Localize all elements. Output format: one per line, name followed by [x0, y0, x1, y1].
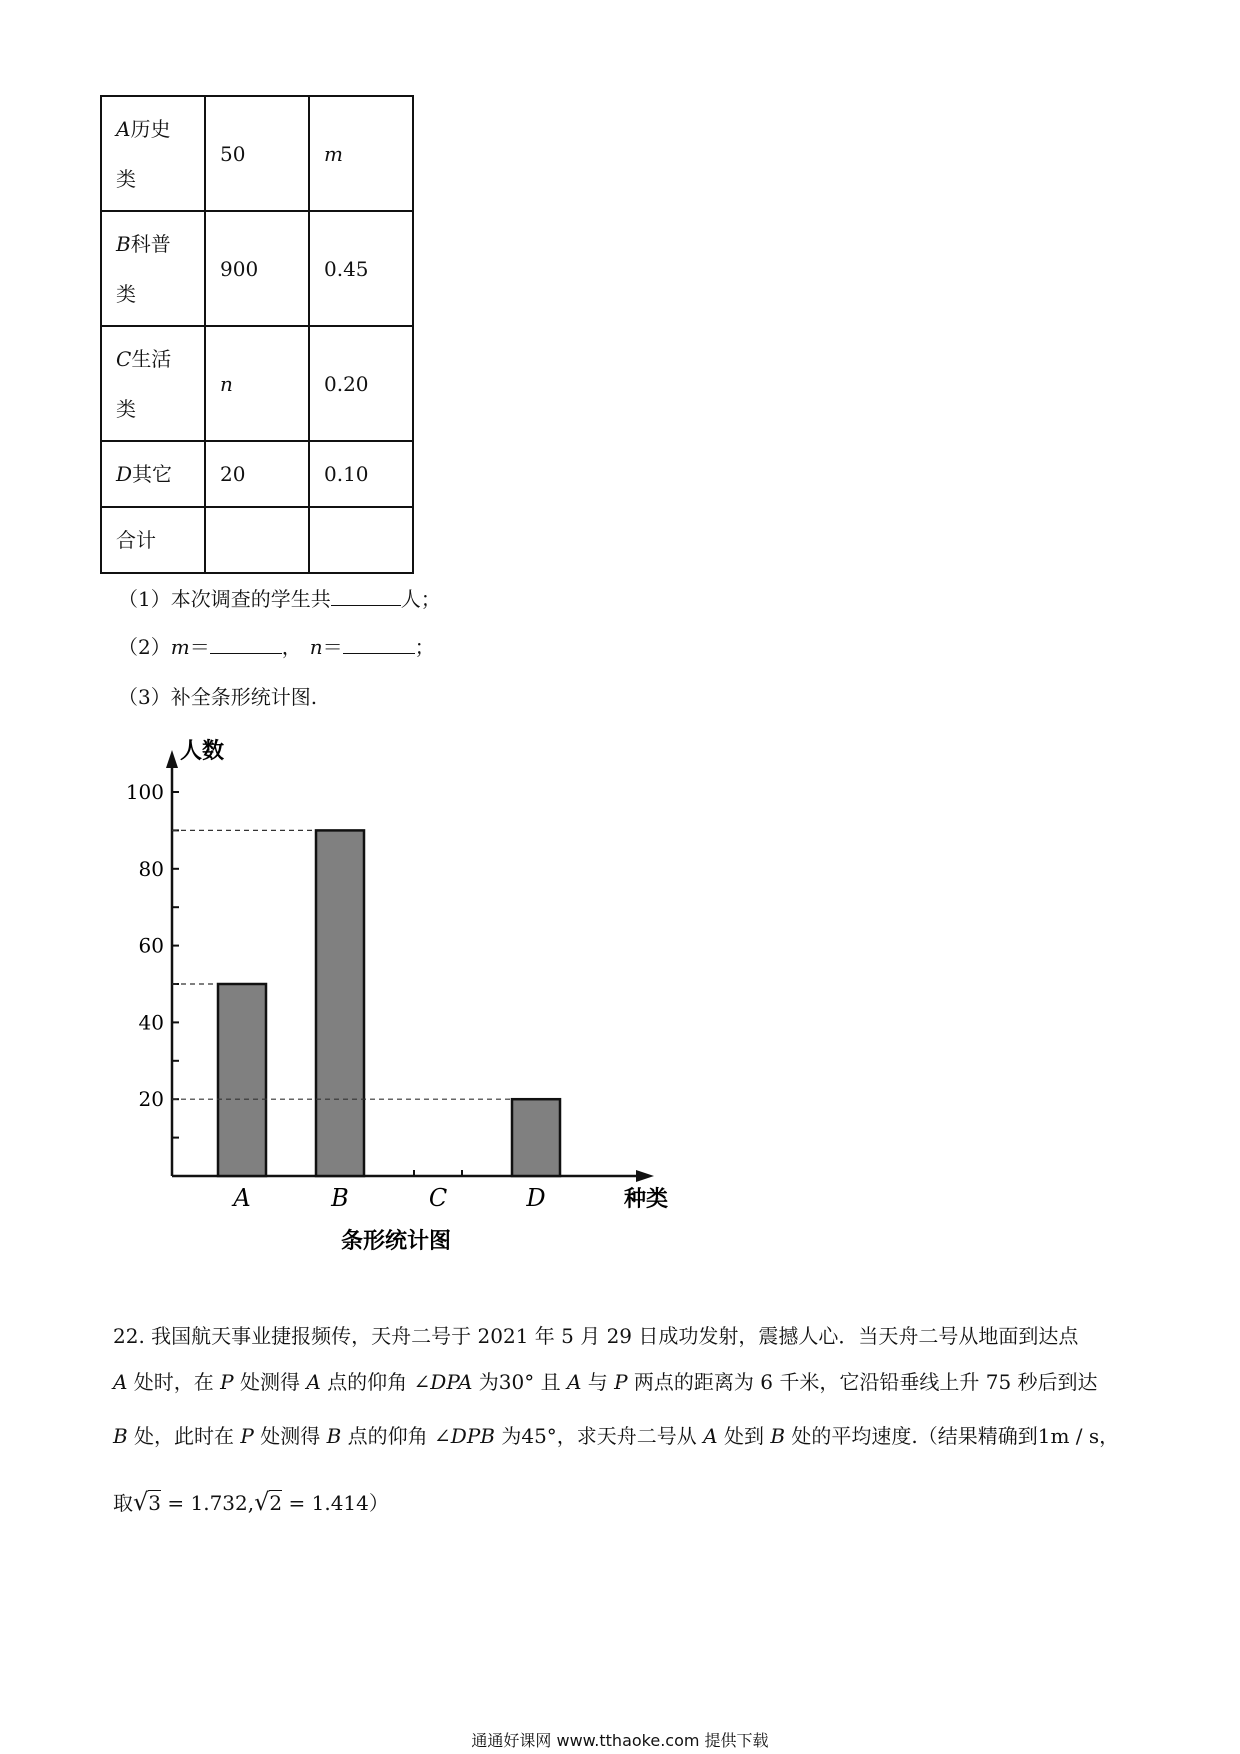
y-tick-label: 20: [138, 1087, 164, 1112]
y-tick-label: 100: [125, 780, 164, 804]
problem-22-line-1: [113, 1320, 1078, 1349]
problem-22-line-4: [113, 1487, 389, 1516]
x-tick-label: D: [526, 1184, 546, 1212]
var-b: B: [770, 1424, 786, 1448]
count-cell: n: [205, 326, 309, 441]
y-tick-label: 60: [138, 933, 164, 958]
count-cell: 20: [205, 441, 309, 507]
question-3: （3）补全条形统计图.: [118, 685, 318, 709]
question-1-suffix: 人；: [400, 587, 441, 611]
frequency-cell: 0.10: [309, 441, 413, 507]
angle-dpa: DPA: [430, 1370, 473, 1394]
text: 处的平均速度.（结果精确到1m / s，: [785, 1424, 1120, 1448]
text: = 1.732,: [161, 1491, 255, 1515]
x-axis-label: 种类: [624, 1186, 669, 1212]
count-cell: 900: [205, 211, 309, 326]
var-a: A: [113, 1370, 128, 1394]
frequency-cell: 0.20: [309, 326, 413, 441]
text: 处测得: [233, 1370, 307, 1394]
category-name: 生活: [131, 346, 172, 371]
bar-b: [316, 830, 364, 1176]
problem-22-line-3: [113, 1420, 1119, 1449]
category-name: 合计: [116, 528, 156, 552]
var-m: m: [170, 635, 190, 659]
category-var: D: [116, 462, 133, 486]
category-var: B: [116, 231, 131, 256]
bar-a: [218, 984, 266, 1176]
frequency-cell: 0.45: [309, 211, 413, 326]
y-axis-arrow-icon: [166, 750, 178, 768]
problem-22-text: 22. 我国航天事业捷报频传，天舟二号于 2021 年 5 月 29 日成功发射，震撼人心．当天舟二号从地面到达点: [113, 1324, 1079, 1348]
radicand: 2: [269, 1491, 283, 1515]
x-tick-label: A: [233, 1184, 251, 1212]
var-n: n: [309, 635, 323, 659]
equals-sign: ＝: [189, 635, 210, 659]
category-var: C: [116, 346, 132, 371]
text: 处时，在: [127, 1370, 221, 1394]
frequency-cell: m: [309, 96, 413, 211]
x-tick-label: B: [331, 1184, 349, 1212]
var-a: A: [306, 1370, 321, 1394]
question-2-prefix: （2）: [118, 635, 171, 659]
var-b: B: [113, 1424, 128, 1448]
text: 为45°，求天舟二号从: [495, 1424, 704, 1448]
y-tick-label: 40: [138, 1010, 164, 1035]
text: = 1.414）: [282, 1491, 389, 1515]
category-name: 科普: [130, 231, 171, 256]
count-cell: 50: [205, 96, 309, 211]
text: 与: [581, 1370, 615, 1394]
angle-dpb: DPB: [450, 1424, 495, 1448]
text: 为30° 且: [472, 1370, 567, 1394]
x-axis-arrow-icon: [636, 1170, 654, 1182]
var-a: A: [566, 1370, 582, 1394]
comma: ，: [281, 635, 302, 659]
footer: 通通好课网 www.tthaoke.com 提供下载: [471, 1731, 769, 1750]
var-a: A: [703, 1424, 718, 1448]
text: 处，此时在: [127, 1424, 241, 1448]
var-p: P: [614, 1370, 628, 1394]
category-name-wrap: 类: [116, 396, 136, 421]
sqrt-icon: √: [254, 1488, 270, 1516]
category-name-wrap: 类: [116, 166, 136, 191]
var-p: P: [240, 1424, 254, 1448]
category-var: A: [116, 116, 131, 141]
text: 取: [113, 1491, 133, 1515]
question-2-suffix: ；: [414, 635, 435, 659]
category-name: 历史: [130, 116, 171, 141]
text: 处到: [717, 1424, 771, 1448]
category-name-wrap: 类: [116, 281, 136, 306]
radicand: 3: [148, 1491, 162, 1515]
x-tick-label: C: [428, 1184, 448, 1212]
y-tick-label: 80: [138, 856, 164, 881]
text: 两点的距离为 6 千米，它沿铅垂线上升 75 秒后到达: [627, 1370, 1098, 1394]
chart-title: 条形统计图: [340, 1228, 452, 1254]
var-p: P: [220, 1370, 234, 1394]
y-axis-label: 人数: [180, 738, 225, 764]
category-name: 其它: [132, 462, 173, 486]
text: 处测得: [253, 1424, 327, 1448]
text: 点的仰角 ∠: [341, 1424, 451, 1448]
var-b: B: [326, 1424, 342, 1448]
bar-d: [512, 1099, 560, 1176]
text: 点的仰角 ∠: [320, 1370, 431, 1394]
sqrt-icon: √: [133, 1488, 149, 1516]
problem-22-line-2: [113, 1366, 1098, 1395]
equals-sign: ＝: [322, 635, 343, 659]
question-1-text: （1）本次调查的学生共: [118, 587, 331, 611]
